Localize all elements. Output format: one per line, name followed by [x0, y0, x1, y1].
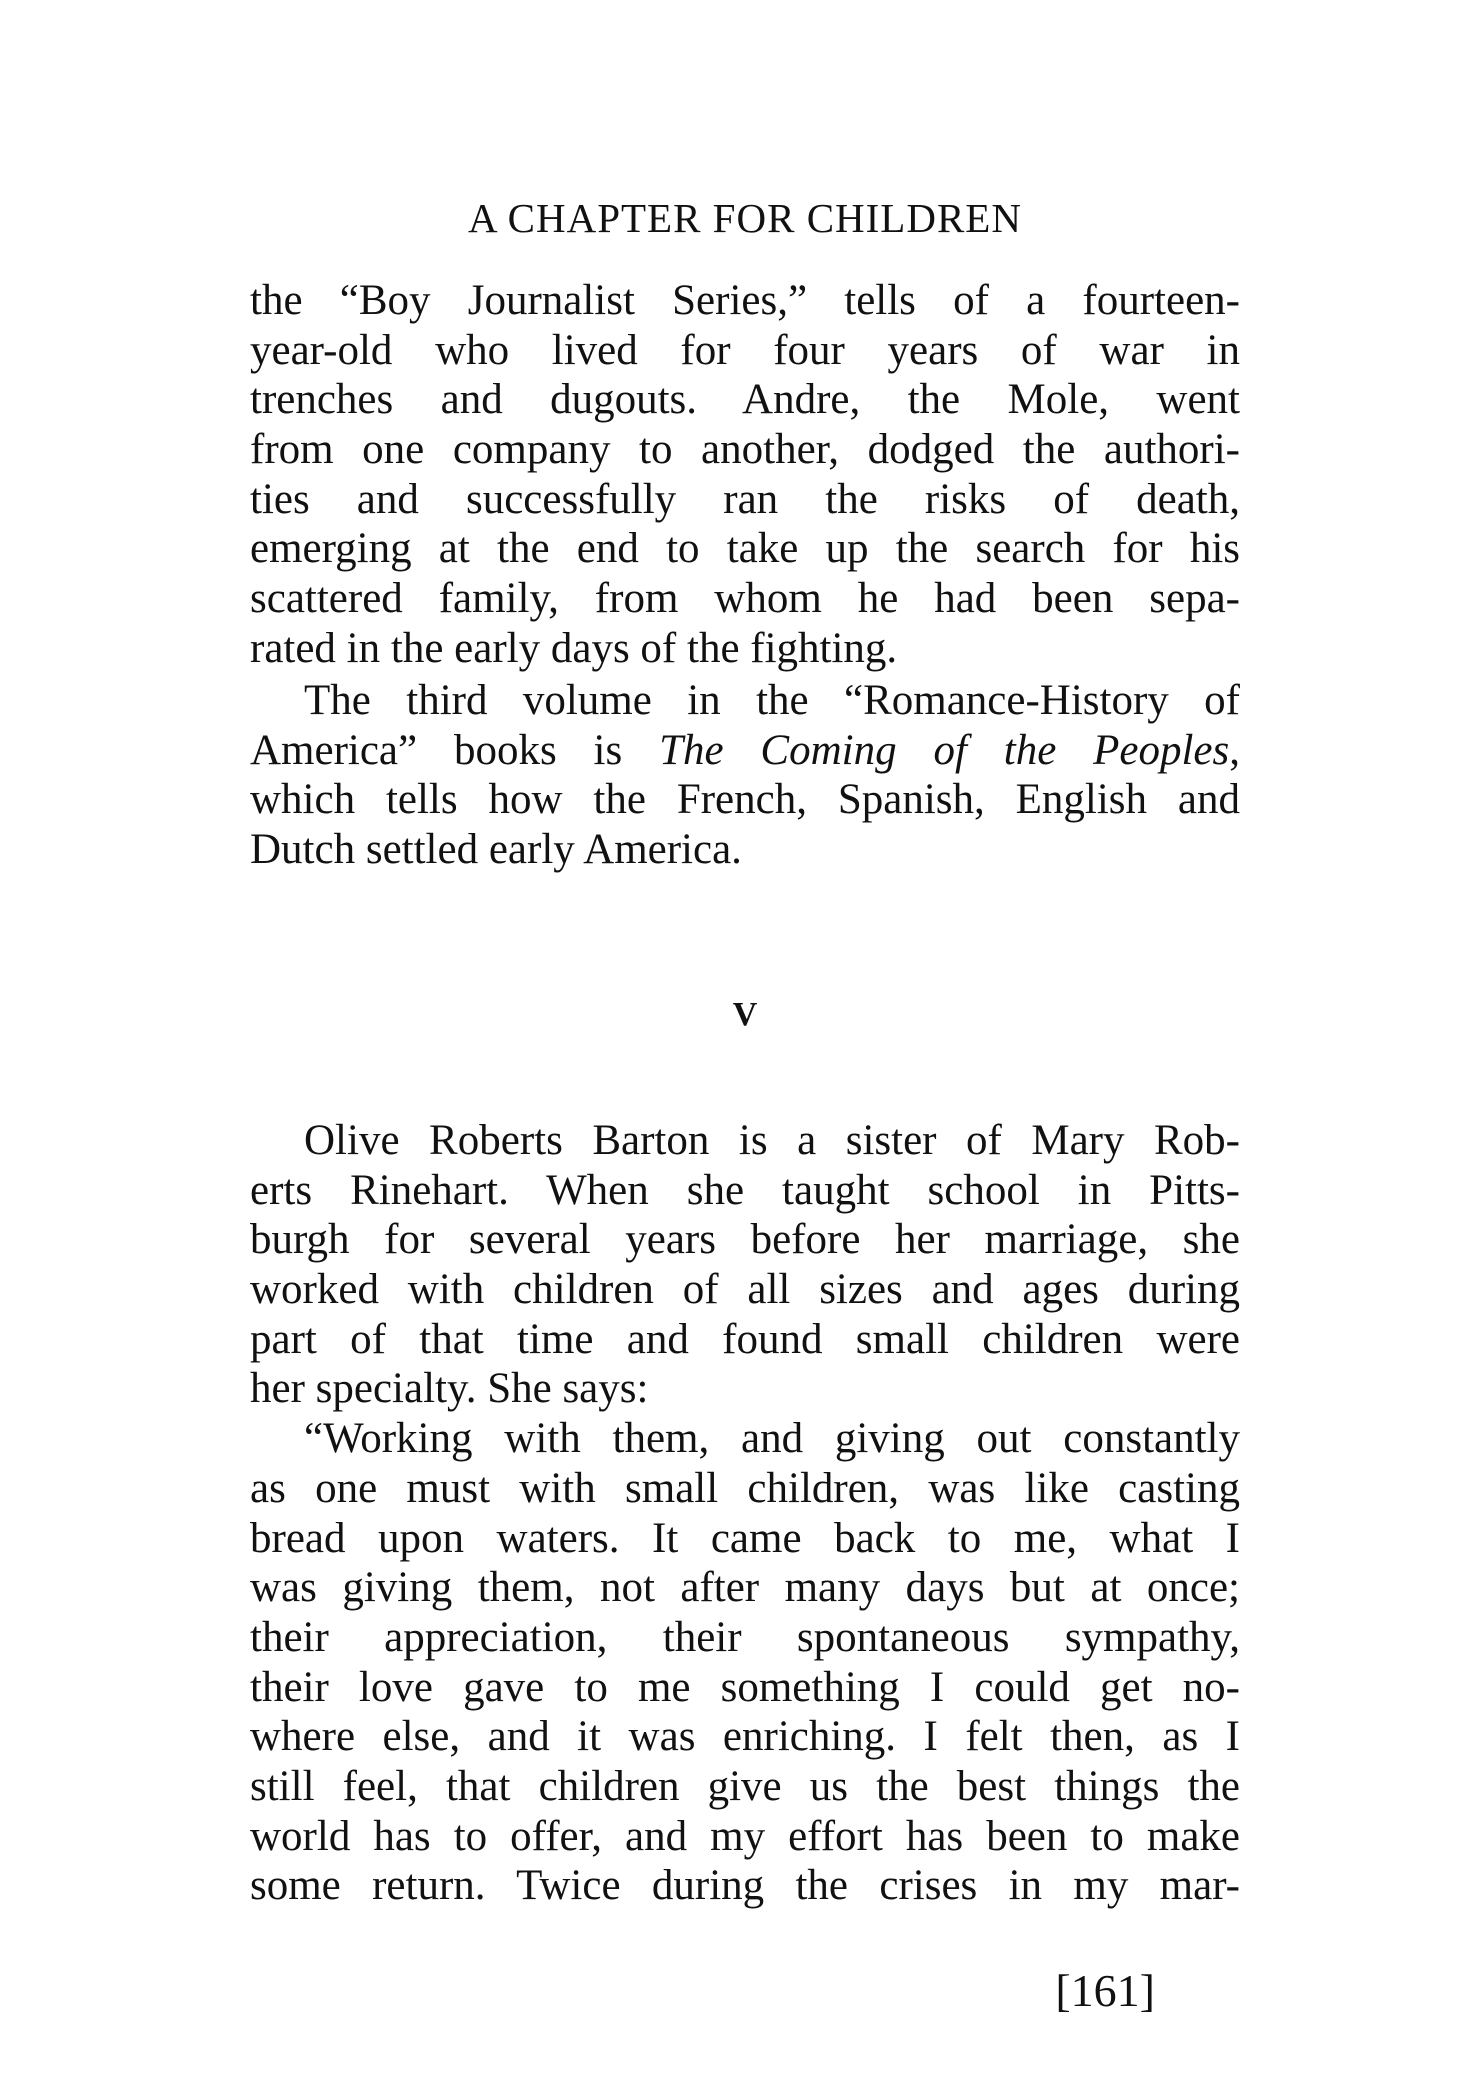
paragraph-romance-history [250, 676, 1240, 875]
text-line: “Working with them, and giving out constantly [304, 1415, 1240, 1463]
text-line-italic-title: America” books is The Coming of the Peoples, [250, 726, 1240, 774]
text-line: their love gave to me something I could get no- [250, 1663, 1240, 1711]
text-line: ties and successfully ran the risks of death, [250, 475, 1240, 523]
text-line: their appreciation, their spontaneous sympathy, [250, 1613, 1240, 1661]
text-line: some return. Twice during the crises in my mar- [250, 1862, 1240, 1910]
text-line: her specialty. She says: [250, 1365, 649, 1413]
text-line: trenches and dugouts. Andre, the Mole, went [250, 376, 1240, 424]
text-line: year-old who lived for four years of war in [250, 326, 1240, 374]
text-line: was giving them, not after many days but at once; [250, 1564, 1240, 1612]
text-line: Dutch settled early America. [250, 826, 742, 874]
text-line: world has to offer, and my effort has been to make [250, 1812, 1240, 1860]
paragraph-olive-barton [250, 1116, 1240, 1911]
text-line: worked with children of all sizes and ages during [250, 1266, 1240, 1314]
paragraph-boy-journalist [250, 276, 1240, 674]
text-line: the “Boy Journalist Series,” tells of a fourteen- [250, 277, 1240, 324]
text-line: still feel, that children give us the best things the [250, 1762, 1240, 1810]
running-head: A CHAPTER FOR CHILDREN [468, 195, 1022, 241]
text-line: from one company to another, dodged the authori- [250, 426, 1240, 474]
section-numeral: V [732, 996, 758, 1033]
text-line: which tells how the French, Spanish, English and [250, 776, 1240, 824]
text-line: erts Rinehart. When she taught school in Pitts- [250, 1166, 1240, 1214]
text-line: Olive Roberts Barton is a sister of Mary Rob- [304, 1117, 1240, 1164]
text-line: emerging at the end to take up the search for his [250, 525, 1240, 573]
text-line: rated in the early days of the fighting. [250, 624, 898, 672]
text-line: scattered family, from whom he had been sepa- [250, 575, 1240, 623]
text-line: The third volume in the “Romance-History of [304, 677, 1240, 724]
text-line: bread upon waters. It came back to me, what I [250, 1514, 1240, 1562]
text-line: as one must with small children, was like casting [250, 1464, 1240, 1512]
text-line: where else, and it was enriching. I felt then, as I [250, 1713, 1240, 1761]
text-line: part of that time and found small children were [250, 1315, 1240, 1363]
book-title: The Coming of the Peoples [659, 726, 1230, 774]
page-number: [161] [1055, 1965, 1155, 2016]
text-line: burgh for several years before her marriage, she [250, 1216, 1240, 1264]
